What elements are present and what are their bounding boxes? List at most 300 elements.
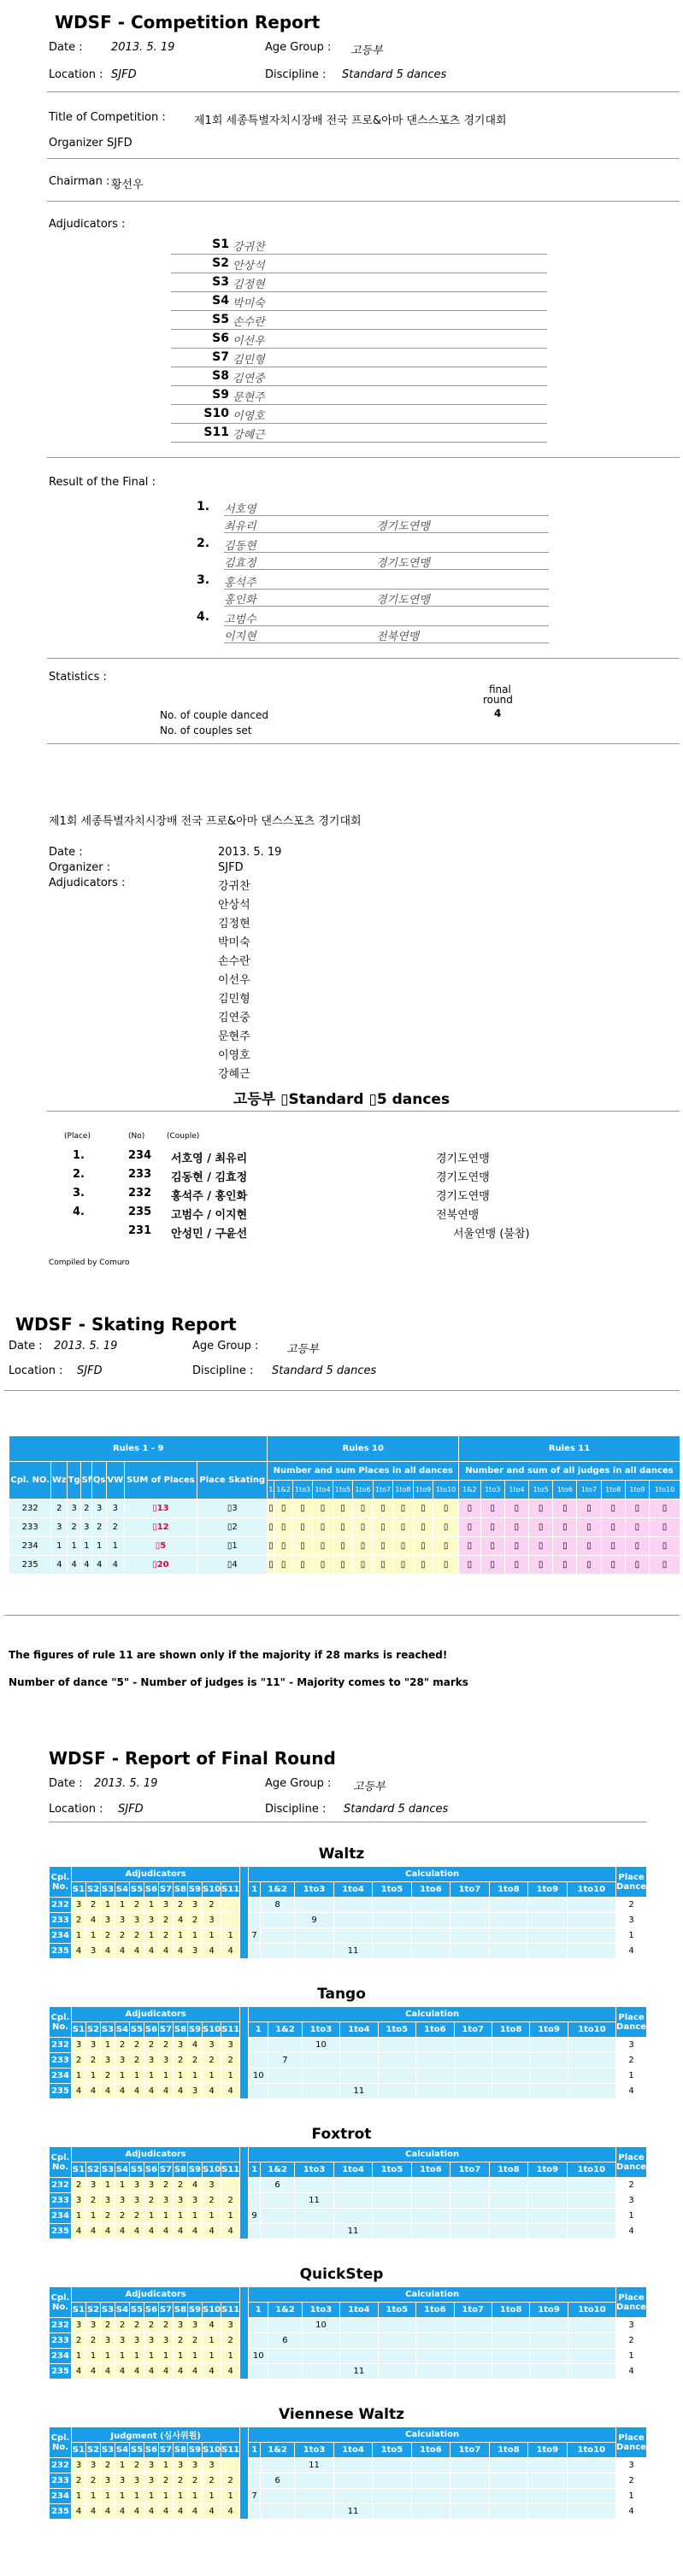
cpl-no-header: Cpl. No. <box>50 2007 72 2038</box>
judge-mark: 1 <box>130 2349 144 2364</box>
judge-mark: 4 <box>159 2224 174 2239</box>
judge-mark: 2 <box>86 1898 101 1913</box>
calc-cell <box>450 1898 489 1913</box>
divider <box>47 658 680 659</box>
calc-cell <box>489 1928 527 1944</box>
calc-cell <box>411 1944 450 1959</box>
result-club: 서울연맹 (불참) <box>453 1228 530 1241</box>
judge-mark: 4 <box>174 1944 188 1959</box>
rule11-cell: ▯ <box>601 1499 625 1518</box>
calc-cell <box>528 1913 567 1928</box>
calc-cell <box>567 2224 615 2239</box>
dance-place: 3 <box>81 1518 92 1537</box>
judge-header: S7 <box>159 2443 174 2458</box>
rule10-cell: ▯ <box>433 1518 459 1537</box>
calc-col-header: 1to5 <box>373 2162 411 2178</box>
judge-header: S7 <box>159 2022 174 2038</box>
rule10-cell: ▯ <box>313 1499 333 1518</box>
judge-mark: 2 <box>188 1913 203 1928</box>
adjudicator-name: 김정현 <box>233 279 265 291</box>
divider <box>47 457 680 458</box>
calc-cell <box>568 2038 615 2053</box>
calc-col-header: 1to4 <box>340 2022 378 2038</box>
judge-header: S9 <box>188 1882 203 1898</box>
sum-of-places: ▯20 <box>124 1556 197 1575</box>
range-col-header: 1to3 <box>480 1481 504 1499</box>
judge-mark: 2 <box>159 1913 174 1928</box>
calc-cell: 7 <box>268 2053 303 2068</box>
adjudicator-code: S8 <box>212 369 229 383</box>
couple-number: 232 <box>50 1898 72 1913</box>
fr-discipline-label: Discipline : <box>265 1803 327 1816</box>
calc-cell <box>411 1913 450 1928</box>
judge-mark: 4 <box>86 2504 101 2520</box>
judge-mark: 4 <box>115 2504 130 2520</box>
calc-col-header: 1to10 <box>567 1882 615 1898</box>
place-dance: 2 <box>616 1898 647 1913</box>
place-dance: 4 <box>616 2084 647 2099</box>
judge-mark: 4 <box>174 2364 188 2379</box>
dance-place: 1 <box>81 1537 92 1556</box>
calc-col-header: 1&2 <box>260 2162 294 2178</box>
calc-cell: 10 <box>302 2318 339 2333</box>
judge-mark: 4 <box>203 2084 221 2099</box>
calc-cell <box>450 2489 489 2504</box>
calc-col-header: 1to7 <box>454 2303 492 2318</box>
cpl-no-header: Cpl. No. <box>50 2287 72 2318</box>
judge-mark: 3 <box>144 2178 159 2193</box>
calc-cell <box>450 2193 489 2209</box>
judge-mark: 3 <box>115 2053 130 2068</box>
calc-cell <box>492 2349 529 2364</box>
judge-mark: 2 <box>130 2318 144 2333</box>
judge-mark: 4 <box>174 2084 188 2099</box>
judge-mark: 3 <box>188 2318 203 2333</box>
rule11-cell: ▯ <box>577 1518 601 1537</box>
range-col-header: 1to6 <box>553 1481 577 1499</box>
judge-mark: 1 <box>159 2489 174 2504</box>
couple-number: 232 <box>50 2458 72 2473</box>
judge-mark: 4 <box>72 2084 86 2099</box>
summary-adjudicator-name: 강귀찬 <box>218 880 250 893</box>
calc-cell <box>340 2318 378 2333</box>
dance-place: 4 <box>92 1556 106 1575</box>
judge-mark: 4 <box>86 2224 101 2239</box>
organizer-label: Organizer : <box>49 137 111 150</box>
judge-mark: 3 <box>174 2318 188 2333</box>
judge-mark: 3 <box>174 2038 188 2053</box>
judge-mark: 4 <box>115 2364 130 2379</box>
judge-mark: 2 <box>221 2473 240 2489</box>
judge-mark: 4 <box>72 2364 86 2379</box>
judge-header: S8 <box>174 2303 188 2318</box>
rule11-cell: ▯ <box>504 1518 528 1537</box>
judge-mark: 2 <box>86 2193 101 2209</box>
calc-cell <box>528 1898 567 1913</box>
judge-mark: 4 <box>144 2504 159 2520</box>
calc-cell <box>260 1913 294 1928</box>
calc-cell <box>260 2209 294 2224</box>
place-dance: 1 <box>616 2349 647 2364</box>
judge-mark: 1 <box>221 2068 240 2084</box>
calc-cell <box>249 1898 261 1913</box>
final-place: 3. <box>197 573 210 587</box>
judge-header: S4 <box>115 2303 130 2318</box>
place-dance-header: Place Dance <box>616 1867 647 1898</box>
calc-cell <box>568 2084 615 2099</box>
judge-mark: 3 <box>188 2193 203 2209</box>
calc-cell <box>260 2458 294 2473</box>
judge-mark: 3 <box>115 2193 130 2209</box>
calc-cell <box>568 2053 615 2068</box>
dance-title: Viennese Waltz <box>279 2406 404 2423</box>
calc-col-header: 1to9 <box>530 2022 568 2038</box>
judge-header: S11 <box>221 2303 240 2318</box>
calc-cell <box>568 2349 615 2364</box>
judge-mark: 2 <box>174 1898 188 1913</box>
range-col-header: 1&2 <box>274 1481 292 1499</box>
judge-header: S2 <box>86 1882 101 1898</box>
place-dance: 4 <box>616 1944 647 1959</box>
fr-age-label: Age Group : <box>265 1777 332 1790</box>
judge-header: S3 <box>101 2022 115 2038</box>
calc-cell <box>249 2473 261 2489</box>
judge-mark: 3 <box>72 2038 86 2053</box>
couple-number: 235 <box>50 2504 72 2520</box>
judge-mark: 1 <box>159 2458 174 2473</box>
calc-cell <box>295 1898 333 1913</box>
rule10-cell: ▯ <box>333 1518 353 1537</box>
rule11-cell: ▯ <box>480 1556 504 1575</box>
adjudicator-code: S6 <box>212 332 229 345</box>
rule10-cell: ▯ <box>292 1518 313 1537</box>
judge-header: S6 <box>144 2022 159 2038</box>
judge-mark: 3 <box>115 1913 130 1928</box>
calc-cell <box>268 2068 303 2084</box>
calc-cell <box>528 2178 567 2193</box>
judge-mark: 4 <box>159 2504 174 2520</box>
location-value: SJFD <box>111 68 137 81</box>
rule11-cell: ▯ <box>577 1556 601 1575</box>
judge-mark: 2 <box>86 2333 101 2349</box>
range-col-header: 1to5 <box>333 1481 353 1499</box>
rule10-cell: ▯ <box>393 1499 414 1518</box>
calc-cell <box>249 2193 261 2209</box>
skating-report-title: WDSF - Skating Report <box>15 1314 237 1335</box>
judge-mark: 4 <box>188 2038 203 2053</box>
final-partner-2: 최유리 <box>224 517 549 533</box>
judge-mark: 3 <box>144 2458 159 2473</box>
final-partner-1: 홍석주 <box>224 573 549 590</box>
final-partner-2: 김효정 <box>224 554 549 570</box>
calc-cell <box>450 1944 489 1959</box>
rule10-cell: ▯ <box>268 1537 274 1556</box>
calc-cell <box>528 2458 567 2473</box>
judge-mark: 4 <box>101 2364 115 2379</box>
result-no: 233 <box>128 1168 152 1181</box>
judge-mark: 2 <box>86 2473 101 2489</box>
judge-mark: 1 <box>221 2209 240 2224</box>
calc-cell <box>260 2193 294 2209</box>
calc-cell <box>567 1898 615 1913</box>
calc-cell <box>378 2333 415 2349</box>
calc-col-header: 1to6 <box>411 2443 450 2458</box>
adjudicator-row <box>171 388 547 405</box>
calc-cell <box>489 2458 527 2473</box>
judge-header: S3 <box>101 2443 115 2458</box>
calc-cell <box>249 2504 261 2520</box>
calc-cell <box>302 2349 339 2364</box>
judge-mark: 3 <box>101 2333 115 2349</box>
calc-cell <box>567 2504 615 2520</box>
judge-header: S2 <box>86 2022 101 2038</box>
judge-mark: 4 <box>144 2364 159 2379</box>
judge-mark: 1 <box>130 2068 144 2084</box>
calc-cell <box>489 1913 527 1928</box>
couple-number: 234 <box>9 1537 51 1556</box>
calc-cell <box>489 1944 527 1959</box>
fr-location-value: SJFD <box>118 1803 144 1816</box>
judge-header: S1 <box>72 1882 86 1898</box>
judge-mark: 4 <box>101 2084 115 2099</box>
calc-cell <box>295 1928 333 1944</box>
judge-mark: 3 <box>72 2318 86 2333</box>
rule10-cell: ▯ <box>292 1499 313 1518</box>
adjudicator-row <box>171 256 547 273</box>
dance-place: 2 <box>51 1499 68 1518</box>
place-dance: 2 <box>616 2473 647 2489</box>
dance-table <box>49 2006 647 2099</box>
final-partner-1: 서호영 <box>224 500 549 516</box>
judge-mark: 3 <box>101 2053 115 2068</box>
judge-mark: 4 <box>159 2084 174 2099</box>
skating-age-value: 고등부 <box>286 1343 319 1356</box>
rule10-cell: ▯ <box>333 1537 353 1556</box>
calc-cell <box>567 1944 615 1959</box>
calc-cell <box>333 2458 372 2473</box>
rule11-cell: ▯ <box>601 1518 625 1537</box>
judge-mark: 1 <box>221 2349 240 2364</box>
judge-mark <box>221 2458 240 2473</box>
calc-cell <box>416 2084 454 2099</box>
judge-mark: 1 <box>144 2068 159 2084</box>
couple-number: 235 <box>50 1944 72 1959</box>
calc-cell <box>333 1898 372 1913</box>
calc-cell <box>340 2349 378 2364</box>
judge-mark: 2 <box>130 2209 144 2224</box>
rule10-cell: ▯ <box>373 1556 393 1575</box>
adjudicator-name: 강귀찬 <box>233 241 265 254</box>
rule11-cell: ▯ <box>553 1537 577 1556</box>
calc-col-header: 1to8 <box>492 2303 529 2318</box>
calc-col-header: 1to3 <box>302 2303 339 2318</box>
place-dance: 2 <box>616 2178 647 2193</box>
judge-mark: 3 <box>188 1898 203 1913</box>
skating-discipline-value: Standard 5 dances <box>272 1364 377 1377</box>
summary-adjudicator-name: 이선우 <box>218 974 250 987</box>
judge-header: S9 <box>188 2022 203 2038</box>
adjudicator-code: S11 <box>203 425 229 439</box>
calc-col-header: 1to6 <box>416 2022 454 2038</box>
place-skating: ▯1 <box>197 1537 268 1556</box>
judge-mark: 1 <box>174 2349 188 2364</box>
col-no-header: (No) <box>128 1132 145 1141</box>
sum-of-places: ▯5 <box>124 1537 197 1556</box>
calc-cell <box>530 2318 568 2333</box>
judge-header: S10 <box>203 2022 221 2038</box>
calc-cell <box>411 2178 450 2193</box>
judge-mark: 1 <box>86 2068 101 2084</box>
rule10-cell: ▯ <box>393 1518 414 1537</box>
rule10-sub-header: Number and sum Places in all dances <box>268 1462 459 1481</box>
adjudicator-name: 손수란 <box>233 316 265 329</box>
result-place: 4. <box>73 1206 85 1218</box>
judge-mark: 1 <box>144 2489 159 2504</box>
judge-mark: 1 <box>203 1928 221 1944</box>
adjudicator-name: 박미숙 <box>233 297 265 310</box>
result-no: 234 <box>128 1149 152 1162</box>
judge-mark: 1 <box>86 1928 101 1944</box>
range-col-header: 1 <box>268 1481 274 1499</box>
summary-adjudicator-name: 이영호 <box>218 1049 250 1062</box>
dance-table <box>49 2146 647 2239</box>
judge-mark: 2 <box>130 1928 144 1944</box>
judge-mark: 4 <box>188 2224 203 2239</box>
calc-cell <box>489 2504 527 2520</box>
skating-note-2: Number of dance "5" - Number of judges is "11" - Majority comes to "28" marks <box>9 1676 468 1688</box>
calc-col-header: 1 <box>249 1882 261 1898</box>
judge-mark: 2 <box>72 2178 86 2193</box>
summary-organizer-value: SJFD <box>218 861 244 874</box>
calc-cell <box>492 2038 529 2053</box>
calc-col-header: 1&2 <box>260 1882 294 1898</box>
judge-mark: 2 <box>159 2178 174 2193</box>
rule11-cell: ▯ <box>480 1537 504 1556</box>
rule11-cell: ▯ <box>577 1499 601 1518</box>
judge-header: S1 <box>72 2443 86 2458</box>
calc-cell <box>373 2178 411 2193</box>
calc-cell <box>492 2053 529 2068</box>
judge-mark: 1 <box>188 2068 203 2084</box>
calc-col-header: 1to5 <box>373 1882 411 1898</box>
calc-cell <box>302 2333 339 2349</box>
judge-header: S3 <box>101 1882 115 1898</box>
calc-col-header: 1to4 <box>340 2303 378 2318</box>
judge-mark: 2 <box>174 2333 188 2349</box>
judge-mark: 1 <box>188 2209 203 2224</box>
couple-number: 234 <box>50 2209 72 2224</box>
range-col-header: 1to5 <box>529 1481 553 1499</box>
judge-mark: 4 <box>174 2224 188 2239</box>
calc-cell <box>489 2224 527 2239</box>
calc-col-header: 1to6 <box>411 1882 450 1898</box>
calc-cell <box>411 2473 450 2489</box>
rule11-cell: ▯ <box>577 1537 601 1556</box>
rule11-cell: ▯ <box>650 1537 680 1556</box>
judge-mark: 1 <box>174 1928 188 1944</box>
rule11-cell: ▯ <box>553 1556 577 1575</box>
adjudicators-header: Adjudicators <box>72 2007 240 2022</box>
judge-header: S1 <box>72 2022 86 2038</box>
calc-col-header: 1to5 <box>378 2022 415 2038</box>
adjudicators-label: Adjudicators : <box>49 218 126 231</box>
divider <box>4 1390 680 1391</box>
adjudicator-code: S10 <box>203 407 229 420</box>
rule11-cell: ▯ <box>459 1556 481 1575</box>
judge-mark: 4 <box>86 1913 101 1928</box>
calc-cell <box>568 2318 615 2333</box>
calc-cell <box>373 2209 411 2224</box>
calculation-header: Calculation <box>249 2427 616 2443</box>
judge-mark: 3 <box>159 2053 174 2068</box>
couple-number: 233 <box>50 2473 72 2489</box>
final-club: 경기도연맹 <box>376 557 430 570</box>
judge-mark: 1 <box>144 1898 159 1913</box>
result-no: 232 <box>128 1187 152 1200</box>
calc-cell <box>411 2224 450 2239</box>
judge-mark: 2 <box>115 2209 130 2224</box>
judge-mark: 4 <box>159 1944 174 1959</box>
judge-header: S11 <box>221 1882 240 1898</box>
judge-mark: 3 <box>159 1898 174 1913</box>
summary-adjudicator-name: 안상석 <box>218 899 250 912</box>
dance-place: 2 <box>81 1499 92 1518</box>
calc-cell <box>378 2084 415 2099</box>
dance-col-header: Qs <box>92 1462 106 1499</box>
rule11-cell: ▯ <box>650 1499 680 1518</box>
judge-mark: 2 <box>72 2053 86 2068</box>
calc-cell: 11 <box>340 2084 378 2099</box>
calc-cell <box>489 1898 527 1913</box>
calc-col-header: 1to7 <box>454 2022 492 2038</box>
cpl-no-header: Cpl. No. <box>50 2147 72 2178</box>
adjudicator-name: 이선우 <box>233 335 265 348</box>
judge-mark: 3 <box>188 1944 203 1959</box>
adjudicator-row <box>171 294 547 311</box>
judge-mark: 3 <box>144 2473 159 2489</box>
calc-cell: 9 <box>295 1913 333 1928</box>
judge-header: S5 <box>130 2162 144 2178</box>
calc-cell <box>492 2068 529 2084</box>
fr-location-label: Location : <box>49 1803 103 1816</box>
calc-cell <box>528 2489 567 2504</box>
calc-cell: 7 <box>249 2489 261 2504</box>
calc-col-header: 1to4 <box>333 2162 372 2178</box>
judge-header: S10 <box>203 1882 221 1898</box>
calc-col-header: 1to7 <box>450 1882 489 1898</box>
final-result-label: Result of the Final : <box>49 476 156 489</box>
competition-title-label: Title of Competition : <box>49 111 166 124</box>
place-dance-header: Place Dance <box>616 2147 647 2178</box>
judge-mark: 1 <box>72 2068 86 2084</box>
adjudicator-code: S4 <box>212 294 229 308</box>
rule10-cell: ▯ <box>274 1518 292 1537</box>
judge-mark: 3 <box>130 2193 144 2209</box>
calc-col-header: 1to8 <box>489 1882 527 1898</box>
calc-cell <box>416 2053 454 2068</box>
range-col-header: 1to10 <box>433 1481 459 1499</box>
range-col-header: 1to6 <box>353 1481 374 1499</box>
judge-header: S4 <box>115 2162 130 2178</box>
sum-of-places: ▯12 <box>124 1518 197 1537</box>
calc-cell <box>416 2349 454 2364</box>
calc-cell: 11 <box>333 2504 372 2520</box>
calculation-header: Calculation <box>249 1867 616 1882</box>
rule11-cell: ▯ <box>480 1499 504 1518</box>
summary-adjudicator-name: 김연중 <box>218 1012 250 1024</box>
judge-mark: 2 <box>188 2053 203 2068</box>
judge-mark: 3 <box>86 2038 101 2053</box>
